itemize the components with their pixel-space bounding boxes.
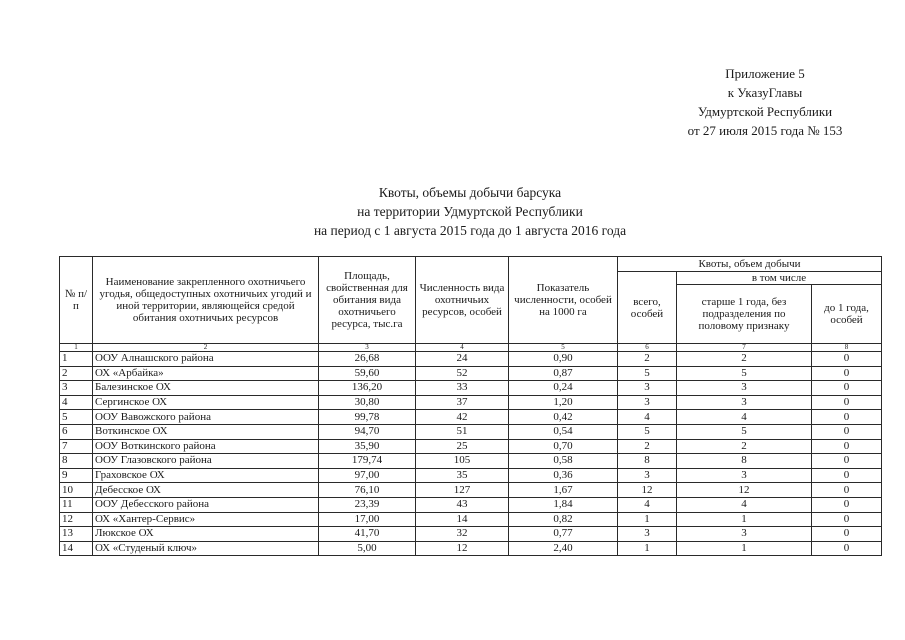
- row-name: ООУ Алнашского района: [93, 352, 319, 367]
- header-younger: до 1 года, особей: [812, 285, 882, 344]
- appendix-line: от 27 июля 2015 года № 153: [687, 123, 843, 138]
- row-number: 8: [60, 454, 93, 469]
- row-total: 4: [618, 410, 677, 425]
- row-total: 4: [618, 497, 677, 512]
- row-total: 5: [618, 366, 677, 381]
- row-total: 8: [618, 454, 677, 469]
- row-population: 43: [416, 497, 509, 512]
- column-number: 5: [509, 344, 618, 352]
- row-name: ООУ Дебесского района: [93, 497, 319, 512]
- row-younger: 0: [812, 439, 882, 454]
- row-total: 3: [618, 468, 677, 483]
- row-younger: 0: [812, 381, 882, 396]
- row-population: 24: [416, 352, 509, 367]
- column-number: 8: [812, 344, 882, 352]
- header-area: Площадь, свойственная для обитания вида охотничьего ресурса, тыс.га: [319, 257, 416, 344]
- row-area: 179,74: [319, 454, 416, 469]
- row-number: 7: [60, 439, 93, 454]
- table-row: [60, 468, 882, 483]
- row-older: 3: [677, 381, 812, 396]
- column-number: 2: [93, 344, 319, 352]
- row-population: 42: [416, 410, 509, 425]
- row-total: 5: [618, 424, 677, 439]
- row-population: 105: [416, 454, 509, 469]
- table-row: [60, 512, 882, 527]
- column-number: 3: [319, 344, 416, 352]
- row-name: Граховское ОХ: [93, 468, 319, 483]
- row-younger: 0: [812, 424, 882, 439]
- row-older: 4: [677, 410, 812, 425]
- row-population: 127: [416, 483, 509, 498]
- row-area: 136,20: [319, 381, 416, 396]
- row-number: 10: [60, 483, 93, 498]
- row-number: 4: [60, 395, 93, 410]
- header-num: № п/п: [60, 257, 93, 344]
- row-older: 3: [677, 527, 812, 542]
- row-indicator: 0,54: [509, 424, 618, 439]
- row-number: 14: [60, 541, 93, 556]
- row-area: 41,70: [319, 527, 416, 542]
- row-population: 32: [416, 527, 509, 542]
- title-line: на территории Удмуртской Республики: [357, 204, 583, 219]
- column-number: 1: [60, 344, 93, 352]
- table-row: [60, 366, 882, 381]
- row-total: 2: [618, 439, 677, 454]
- table-row: [60, 527, 882, 542]
- row-area: 35,90: [319, 439, 416, 454]
- row-total: 12: [618, 483, 677, 498]
- row-area: 30,80: [319, 395, 416, 410]
- row-area: 23,39: [319, 497, 416, 512]
- row-older: 1: [677, 541, 812, 556]
- quota-table: [59, 256, 882, 556]
- row-indicator: 0,70: [509, 439, 618, 454]
- row-population: 37: [416, 395, 509, 410]
- row-number: 5: [60, 410, 93, 425]
- header-including: в том числе: [677, 272, 882, 285]
- row-younger: 0: [812, 497, 882, 512]
- row-older: 3: [677, 395, 812, 410]
- row-younger: 0: [812, 468, 882, 483]
- row-number: 1: [60, 352, 93, 367]
- row-total: 3: [618, 381, 677, 396]
- table-row: [60, 424, 882, 439]
- header-quotas: Квоты, объем добычи: [618, 257, 882, 272]
- table-row: [60, 454, 882, 469]
- row-indicator: 2,40: [509, 541, 618, 556]
- row-indicator: 0,58: [509, 454, 618, 469]
- row-younger: 0: [812, 352, 882, 367]
- row-number: 12: [60, 512, 93, 527]
- table-row: [60, 497, 882, 512]
- row-indicator: 0,82: [509, 512, 618, 527]
- row-area: 99,78: [319, 410, 416, 425]
- row-name: Воткинское ОХ: [93, 424, 319, 439]
- row-older: 2: [677, 439, 812, 454]
- row-older: 4: [677, 497, 812, 512]
- row-number: 9: [60, 468, 93, 483]
- row-indicator: 1,67: [509, 483, 618, 498]
- row-indicator: 0,24: [509, 381, 618, 396]
- row-population: 25: [416, 439, 509, 454]
- header-total: всего, особей: [618, 272, 677, 344]
- row-total: 1: [618, 541, 677, 556]
- row-indicator: 1,20: [509, 395, 618, 410]
- header-indicator: Показатель численности, особей на 1000 га: [509, 257, 618, 344]
- header-older: старше 1 года, без подразделения по половому признаку: [677, 285, 812, 344]
- header-name: Наименование закрепленного охотничьего угодья, общедоступных охотничьих угодий и иной территории, являющейся средой обитания охотничьих ресурсов: [93, 257, 319, 344]
- row-area: 59,60: [319, 366, 416, 381]
- table-row: [60, 395, 882, 410]
- row-number: 2: [60, 366, 93, 381]
- row-older: 12: [677, 483, 812, 498]
- row-name: Дебесское ОХ: [93, 483, 319, 498]
- row-area: 97,00: [319, 468, 416, 483]
- row-population: 35: [416, 468, 509, 483]
- title-line: Квоты, объемы добычи барсука: [378, 185, 562, 200]
- row-name: ОХ «Арбайка»: [93, 366, 319, 381]
- row-older: 8: [677, 454, 812, 469]
- row-older: 2: [677, 352, 812, 367]
- row-name: Люкское ОХ: [93, 527, 319, 542]
- table-row: [60, 381, 882, 396]
- table-row: [60, 541, 882, 556]
- row-younger: 0: [812, 483, 882, 498]
- row-name: ОХ «Хантер-Сервис»: [93, 512, 319, 527]
- table-row: [60, 410, 882, 425]
- appendix-line: Удмуртской Республики: [697, 104, 833, 119]
- row-number: 11: [60, 497, 93, 512]
- row-population: 52: [416, 366, 509, 381]
- row-older: 5: [677, 424, 812, 439]
- appendix-line: к УказуГлавы: [727, 85, 803, 100]
- row-area: 94,70: [319, 424, 416, 439]
- row-older: 5: [677, 366, 812, 381]
- row-older: 1: [677, 512, 812, 527]
- row-number: 3: [60, 381, 93, 396]
- row-indicator: 0,77: [509, 527, 618, 542]
- header-population: Численность вида охотничьих ресурсов, особей: [416, 257, 509, 344]
- row-total: 2: [618, 352, 677, 367]
- row-name: ООУ Воткинского района: [93, 439, 319, 454]
- row-name: Сергинское ОХ: [93, 395, 319, 410]
- column-number: 4: [416, 344, 509, 352]
- row-indicator: 0,36: [509, 468, 618, 483]
- title-line: на период с 1 августа 2015 года до 1 августа 2016 года: [313, 223, 627, 238]
- row-number: 6: [60, 424, 93, 439]
- appendix-header: [640, 64, 890, 140]
- row-area: 5,00: [319, 541, 416, 556]
- row-indicator: 0,90: [509, 352, 618, 367]
- row-name: ООУ Вавожского района: [93, 410, 319, 425]
- row-population: 12: [416, 541, 509, 556]
- row-area: 76,10: [319, 483, 416, 498]
- row-younger: 0: [812, 541, 882, 556]
- document-title: [240, 183, 700, 240]
- row-population: 14: [416, 512, 509, 527]
- table-row: [60, 352, 882, 367]
- row-indicator: 0,87: [509, 366, 618, 381]
- row-younger: 0: [812, 454, 882, 469]
- row-number: 13: [60, 527, 93, 542]
- row-older: 3: [677, 468, 812, 483]
- row-indicator: 1,84: [509, 497, 618, 512]
- row-population: 33: [416, 381, 509, 396]
- table-row: [60, 483, 882, 498]
- row-younger: 0: [812, 395, 882, 410]
- appendix-line: Приложение 5: [725, 66, 805, 81]
- table-row: [60, 439, 882, 454]
- column-number: 6: [618, 344, 677, 352]
- row-total: 3: [618, 527, 677, 542]
- row-area: 17,00: [319, 512, 416, 527]
- row-younger: 0: [812, 512, 882, 527]
- row-total: 1: [618, 512, 677, 527]
- row-name: ОХ «Студеный ключ»: [93, 541, 319, 556]
- row-younger: 0: [812, 366, 882, 381]
- row-population: 51: [416, 424, 509, 439]
- row-area: 26,68: [319, 352, 416, 367]
- row-indicator: 0,42: [509, 410, 618, 425]
- row-younger: 0: [812, 410, 882, 425]
- column-number: 7: [677, 344, 812, 352]
- row-younger: 0: [812, 527, 882, 542]
- row-name: ООУ Глазовского района: [93, 454, 319, 469]
- row-name: Балезинское ОХ: [93, 381, 319, 396]
- row-total: 3: [618, 395, 677, 410]
